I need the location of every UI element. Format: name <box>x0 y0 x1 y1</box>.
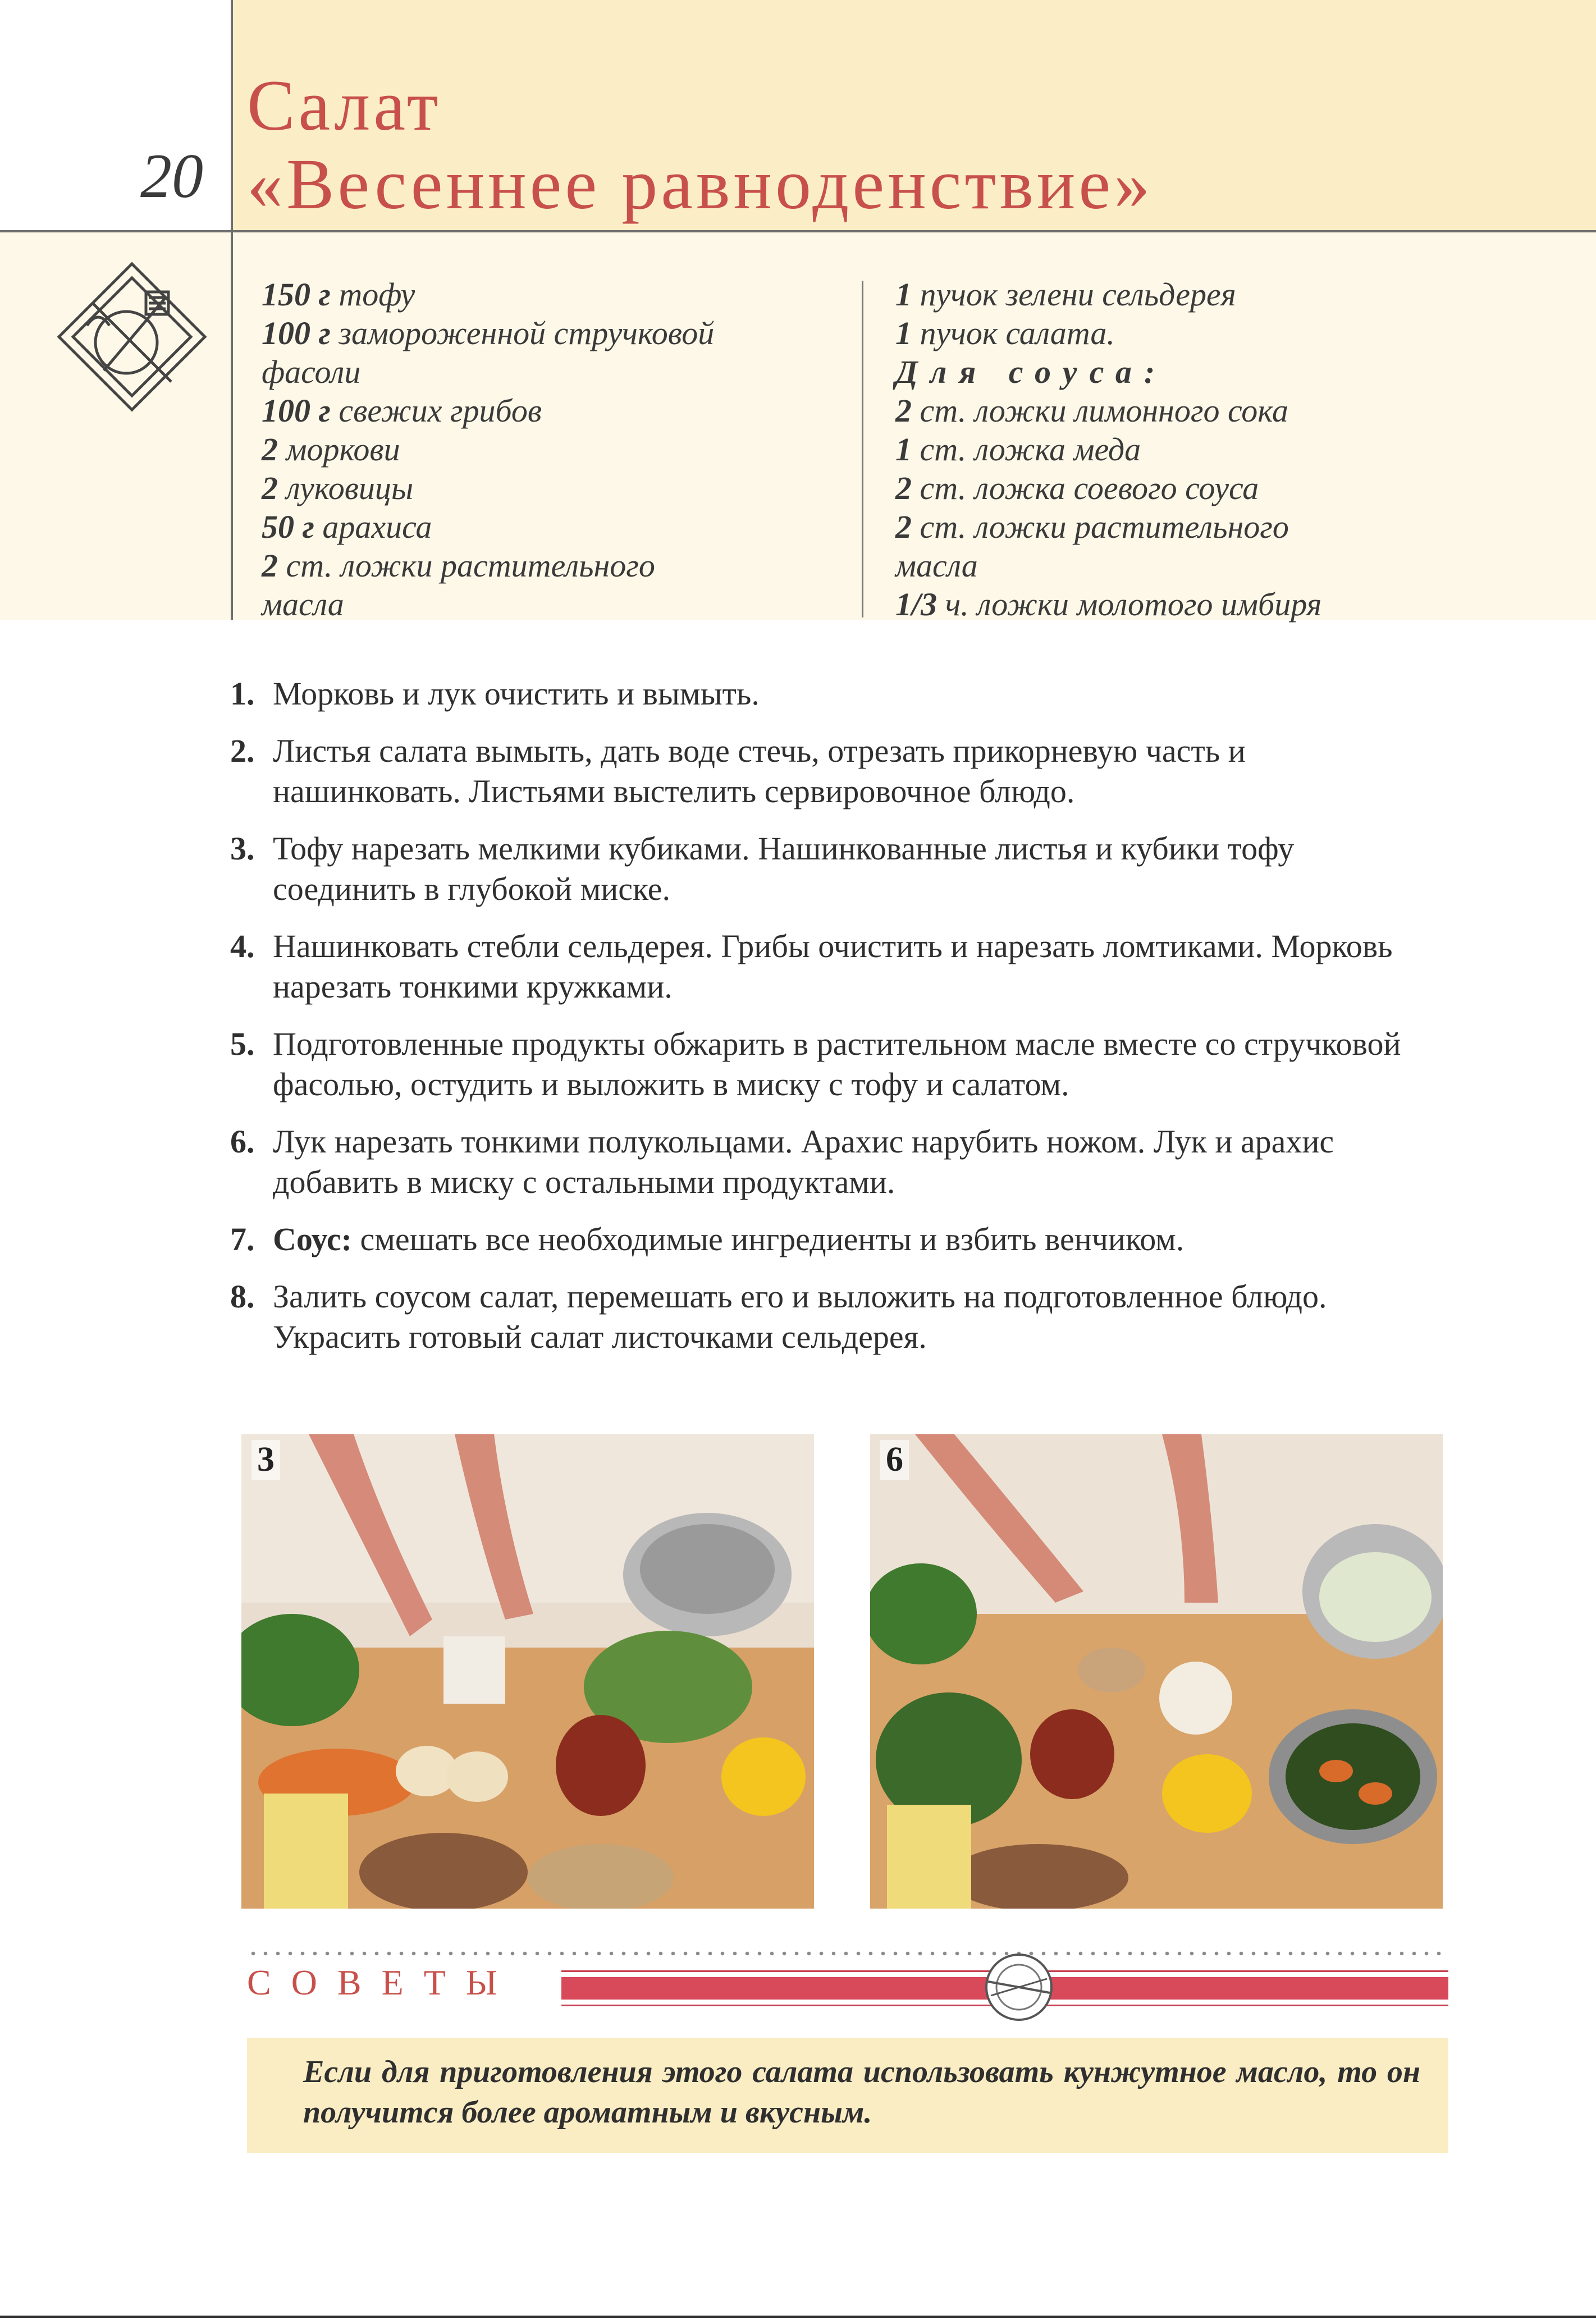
step-item: 1. Морковь и лук очистить и вымыть. <box>230 675 760 712</box>
photo-label: 3 <box>251 1440 280 1480</box>
ingredient-item: 1 пучок зелени сельдерея <box>895 276 1236 313</box>
step-item: 8. Залить соусом салат, перемешать его и выложить на подготовленное блюдо. Украсить готовый салат листочками сельдерея. <box>230 1278 1327 1355</box>
ingredients-right-column <box>895 275 1457 624</box>
page-bottom-rule <box>0 2316 1596 2318</box>
step-item: 7. Соус: смешать все необходимые ингредиенты и взбить венчиком. <box>230 1221 1185 1257</box>
ingredient-item: 150 г тофу <box>262 276 415 313</box>
step-item: 5. Подготовленные продукты обжарить в растительном масле вместе со стручковой фасолью, остудить и выложить в миску с тофу и салатом. <box>230 1026 1401 1102</box>
photo-step-3 <box>241 1434 814 1909</box>
ingredient-item: 2 ст. ложки лимонного сока <box>895 392 1288 429</box>
ingredient-item: 2 моркови <box>262 431 400 468</box>
step-item: 2. Листья салата вымыть, дать воде стечь, отрезать прикорневую часть и нашинковать. Листьями выстелить сервировочное блюдо. <box>230 733 1246 809</box>
page-title <box>247 66 1153 223</box>
tips-text: Если для приготовления этого салата использовать кунжутное масло, то он получится более ароматным и вкусным. <box>303 2055 1420 2130</box>
step-item: 3. Тофу нарезать мелкими кубиками. Нашинкованные листья и кубики тофу соединить в глубокой миске. <box>230 830 1295 907</box>
ingredient-item: 1/3 ч. ложки молотого имбиря <box>895 586 1322 623</box>
header-vertical-rule <box>231 0 233 231</box>
title-line-2: «Весеннее равноденствие» <box>247 144 1154 224</box>
ingredients-vertical-rule <box>231 232 233 620</box>
ingredient-item: 2 луковицы <box>262 470 414 506</box>
kitchen-emblem-icon <box>53 258 211 415</box>
photo-step-6 <box>870 1434 1443 1909</box>
step-item: 4. Нашинковать стебли сельдерея. Грибы очистить и нарезать ломтиками. Морковь нарезать тонкими кружками. <box>230 928 1393 1005</box>
title-line-1: Салат <box>247 66 442 145</box>
step-item: 6. Лук нарезать тонкими полукольцами. Арахис нарубить ножом. Лук и арахис добавить в миску с остальными продуктами. <box>230 1123 1334 1200</box>
tips-title: СОВЕТЫ <box>247 1962 518 2002</box>
photo-label: 6 <box>880 1440 909 1480</box>
ingredient-item: 2 ст. ложки растительного <box>895 509 1289 545</box>
ingredient-item: 100 г замороженной стручковой <box>262 315 715 351</box>
ingredient-item: 50 г арахиса <box>262 509 432 545</box>
ingredient-item: 2 ст. ложки растительного <box>262 547 655 584</box>
chopping-peanuts-photo <box>870 1434 1443 1909</box>
plate-emblem-icon <box>982 1951 1055 2024</box>
page-number: 20 <box>140 141 203 211</box>
ingredient-item: масла <box>895 547 978 584</box>
ingredient-item: 1 пучок салата. <box>895 315 1115 351</box>
recipe-steps <box>230 674 1437 1374</box>
cutting-tofu-photo <box>241 1434 814 1909</box>
ingredient-item: масла <box>262 586 344 623</box>
ingredient-item: фасоли <box>262 354 361 390</box>
ingredient-item: 100 г свежих грибов <box>262 392 542 429</box>
ingredients-divider <box>862 281 863 617</box>
sauce-heading: Для соуса: <box>895 354 1168 390</box>
ingredient-item: 2 ст. ложка соевого соуса <box>895 470 1259 506</box>
ingredients-left-column <box>262 275 823 624</box>
dotted-separator <box>247 1951 1448 1956</box>
ingredient-item: 1 ст. ложка меда <box>895 431 1141 468</box>
